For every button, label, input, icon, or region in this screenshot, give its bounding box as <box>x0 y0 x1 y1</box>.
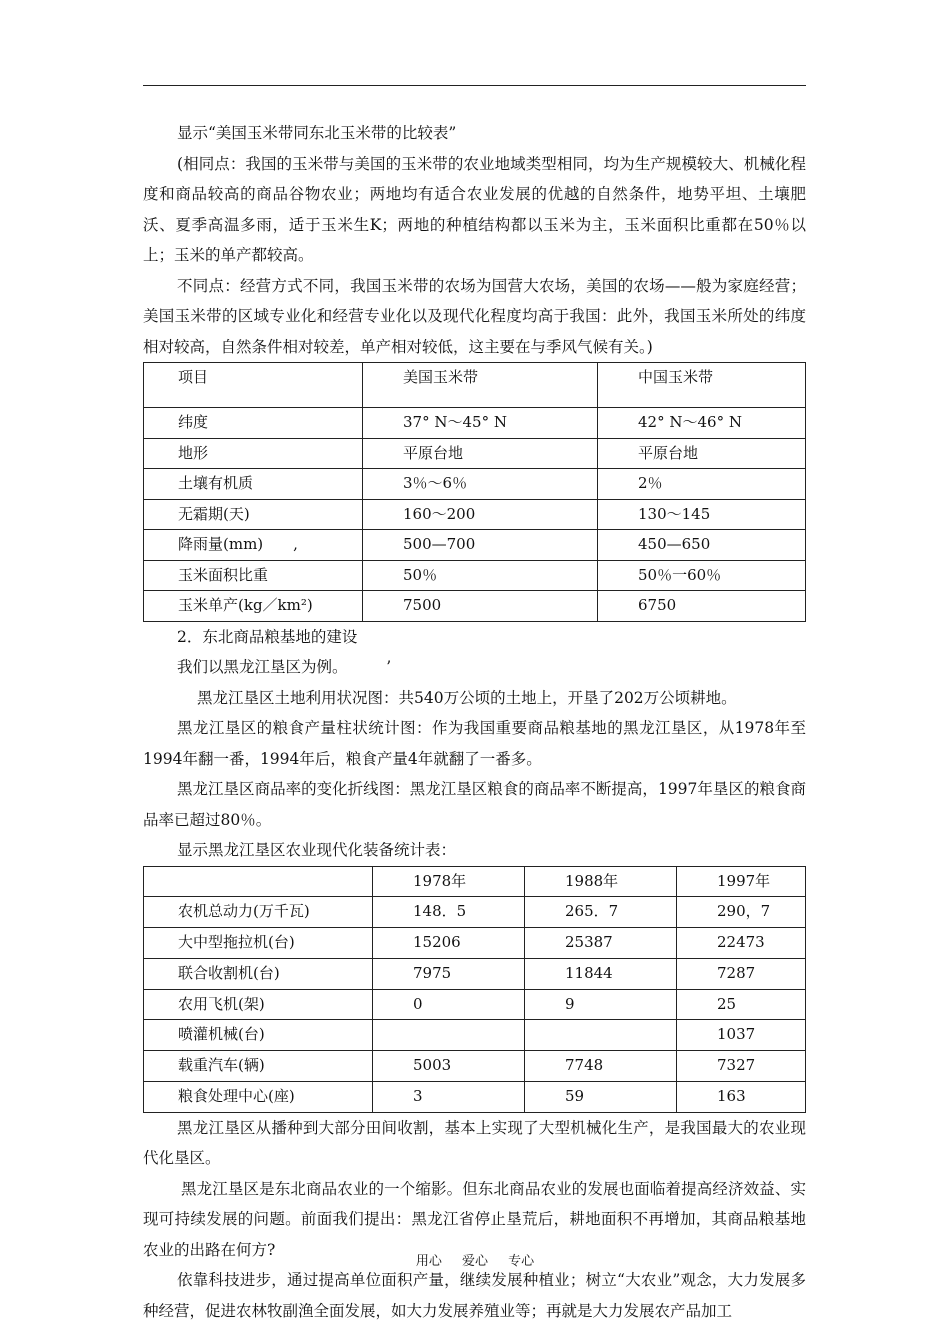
table-header-row <box>144 866 806 897</box>
table-cell: 500—700 <box>363 530 598 561</box>
table-row <box>144 469 806 500</box>
table-cell: 1037 <box>677 1020 806 1051</box>
paragraph: 黑龙江垦区从播种到大部分田间收割，基本上实现了大型机械化生产，是我国最大的农业现代化垦区。 <box>143 1118 806 1168</box>
document-body <box>143 118 806 1326</box>
table-cell: 平原台地 <box>598 438 806 469</box>
table-cell: 大中型拖拉机(台) <box>144 928 373 959</box>
table-cell: 玉米面积比重 <box>144 560 363 591</box>
table-row <box>144 1051 806 1082</box>
table-row <box>144 530 806 561</box>
table-cell: 载重汽车(辆) <box>144 1051 373 1082</box>
table-cell: 37° N～45° N <box>363 408 598 439</box>
table-cell <box>525 1020 677 1051</box>
table-cell: 农机总动力(万千瓦) <box>144 897 373 928</box>
table-cell: 25 <box>677 989 806 1020</box>
table-row <box>144 1020 806 1051</box>
table-cell: 联合收割机(台) <box>144 958 373 989</box>
table-row <box>144 1082 806 1113</box>
table-cell: 土壤有机质 <box>144 469 363 500</box>
table-cell: 130～145 <box>598 499 806 530</box>
table-cell: 农用飞机(架) <box>144 989 373 1020</box>
table-cell: 160～200 <box>363 499 598 530</box>
table-row <box>144 989 806 1020</box>
header-rule <box>143 85 806 86</box>
page-footer <box>0 1250 950 1269</box>
corn-belt-comparison-table <box>143 362 806 622</box>
table-header-row <box>144 363 806 408</box>
table-cell: 22473 <box>677 928 806 959</box>
table-row <box>144 438 806 469</box>
table-cell <box>144 866 373 897</box>
paragraph: 显示“美国玉米带同东北玉米带的比较表” <box>177 124 457 142</box>
table-cell: 11844 <box>525 958 677 989</box>
table-cell: 450—650 <box>598 530 806 561</box>
table-cell: 喷灌机械(台) <box>144 1020 373 1051</box>
table-cell: 降雨量(mm) , <box>144 530 363 561</box>
table-cell: 3％～6％ <box>363 469 598 500</box>
table-row <box>144 897 806 928</box>
paragraph: 黑龙江垦区商品率的变化折线图：黑龙江垦区粮食的商品率不断提高，1997年垦区的粮食商品率已超过80％。 <box>143 780 806 829</box>
paragraph: 我们以黑龙江垦区为例。 ’ <box>177 658 392 676</box>
paragraph: 依靠科技进步，通过提高单位面积产量，继续发展种植业；树立“大农业”观念，大力发展多种经营，促进农林牧副渔全面发展，如大力发展养殖业等；再就是大力发展农产品加工 <box>143 1271 806 1320</box>
footer-text: 专心 <box>508 1254 535 1269</box>
paragraph: 显示黑龙江垦区农业现代化装备统计表： <box>177 841 457 859</box>
table-cell: 1997年 <box>677 866 806 897</box>
table-cell: 265．7 <box>525 897 677 928</box>
table-cell: 1988年 <box>525 866 677 897</box>
paragraph: 不同点：经营方式不同，我国玉米带的农场为国营大农场，美国的农场——般为家庭经营；美国玉米带的区域专业化和经营专业化以及现代化程度均高于我国：此外，我国玉米所处的纬度相对较高，自然条件相对较差，单产相对较低，这主要在与季风气候有关。) <box>143 276 806 356</box>
table-cell: 148．5 <box>373 897 525 928</box>
footer-text: 用心 <box>415 1254 442 1269</box>
table-row <box>144 560 806 591</box>
table-cell: 玉米单产(kg／km²) <box>144 591 363 622</box>
table-cell: 中国玉米带 <box>598 363 806 408</box>
table-cell: 7327 <box>677 1051 806 1082</box>
table-cell: 7500 <box>363 591 598 622</box>
table-cell: 50％一60％ <box>598 560 806 591</box>
paragraph: (相同点：我国的玉米带与美国的玉米带的农业地域类型相同，均为生产规模较大、机械化程度和商品较高的商品谷物农业；两地均有适合农业发展的优越的自然条件，地势平坦、土壤肥沃、夏季高温多雨，适于玉米生K；两地的种植结构都以玉米为主，玉米面积比重都在50％以上；玉米的单产都较高。 <box>143 154 806 264</box>
table-cell: 50％ <box>363 560 598 591</box>
table-cell: 163 <box>677 1082 806 1113</box>
table-cell: 3 <box>373 1082 525 1113</box>
table-cell: 平原台地 <box>363 438 598 469</box>
table-cell: 1978年 <box>373 866 525 897</box>
modernization-equipment-table <box>143 866 806 1113</box>
table-cell: 2％ <box>598 469 806 500</box>
paragraph: 黑龙江垦区是东北商品农业的一个缩影。但东北商品农业的发展也面临着提高经济效益、实现可持续发展的问题。前面我们提出：黑龙江省停止垦荒后，耕地面积不再增加，其商品粮基地农业的出路在何方? <box>143 1179 806 1259</box>
table-cell: 15206 <box>373 928 525 959</box>
table-cell: 25387 <box>525 928 677 959</box>
table-cell: 5003 <box>373 1051 525 1082</box>
paragraph: 黑龙江垦区土地利用状况图：共540万公顷的土地上，开垦了202万公顷耕地。 <box>197 688 737 707</box>
table-cell: 0 <box>373 989 525 1020</box>
table-cell: 290，7 <box>677 897 806 928</box>
table-cell: 地形 <box>144 438 363 469</box>
table-cell: 6750 <box>598 591 806 622</box>
footer-text: 爱心 <box>461 1254 488 1269</box>
table-row <box>144 408 806 439</box>
table-cell <box>373 1020 525 1051</box>
table-cell: 纬度 <box>144 408 363 439</box>
table-cell: 59 <box>525 1082 677 1113</box>
table-cell: 9 <box>525 989 677 1020</box>
paragraph: 黑龙江垦区的粮食产量柱状统计图：作为我国重要商品粮基地的黑龙江垦区，从1978年至1994年翻一番，1994年后，粮食产量4年就翻了一番多。 <box>143 719 806 768</box>
table-cell: 无霜期(天) <box>144 499 363 530</box>
table-cell: 7748 <box>525 1051 677 1082</box>
table-row <box>144 499 806 530</box>
table-cell: 粮食处理中心(座) <box>144 1082 373 1113</box>
table-row <box>144 928 806 959</box>
table-cell: 7287 <box>677 958 806 989</box>
table-cell: 项目 <box>144 363 363 408</box>
table-cell: 美国玉米带 <box>363 363 598 408</box>
table-cell: 42° N～46° N <box>598 408 806 439</box>
table-row <box>144 591 806 622</box>
table-row <box>144 958 806 989</box>
table-cell: 7975 <box>373 958 525 989</box>
section-heading: 2．东北商品粮基地的建设 <box>177 627 358 646</box>
